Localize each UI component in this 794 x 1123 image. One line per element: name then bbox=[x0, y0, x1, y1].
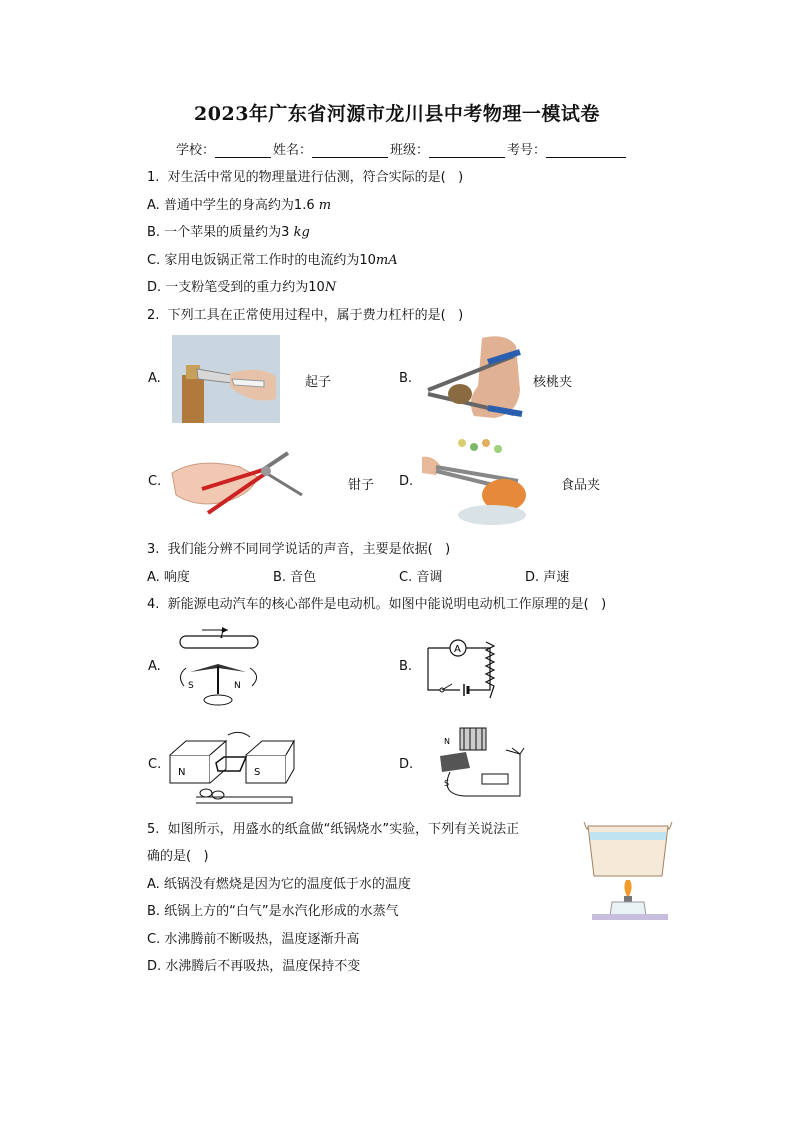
fig-a-s-label: S bbox=[188, 681, 194, 691]
q4-stem: 4. 新能源电动汽车的核心部件是电动机。如图中能说明电动机工作原理的是( ) bbox=[147, 597, 607, 612]
q1-option-a-text: A. 普通中学生的身高约为1.6 bbox=[147, 198, 319, 213]
q1-option-c bbox=[147, 249, 398, 268]
q3-option-b: B. 音色 bbox=[273, 570, 317, 585]
q2-stem: 2. 下列工具在正常使用过程中，属于费力杠杆的是( ) bbox=[147, 308, 464, 323]
q2-option-a-name: 起子 bbox=[305, 375, 332, 390]
q5-option-b: B. 纸锅上方的“白气”是水汽化形成的水蒸气 bbox=[147, 904, 399, 919]
name-blank bbox=[312, 144, 388, 158]
electromagnet-circuit-figure bbox=[424, 632, 504, 702]
q1-stem: 1. 对生活中常见的物理量进行估测，符合实际的是( ) bbox=[147, 170, 464, 185]
q3-option-c: C. 音调 bbox=[399, 570, 443, 585]
q5-stem-line-2: 确的是( ) bbox=[147, 849, 209, 864]
fig-b-meter-label: A bbox=[454, 644, 461, 655]
q4-option-b-label: B. bbox=[399, 659, 413, 674]
q5-stem-line-1: 5. 如图所示，用盛水的纸盒做“纸锅烧水”实验，下列有关说法正 bbox=[147, 822, 520, 837]
q2-option-c-label: C. bbox=[148, 474, 162, 489]
q4-option-d-label: D. bbox=[399, 757, 414, 772]
bottle-opener-image bbox=[172, 335, 280, 423]
school-blank bbox=[215, 144, 271, 158]
q2-option-a-label: A. bbox=[148, 371, 161, 386]
q1-option-d bbox=[147, 276, 336, 295]
number-label: 考号： bbox=[507, 143, 547, 158]
pliers-image bbox=[168, 443, 308, 519]
q3-option-a: A. 响度 bbox=[147, 570, 190, 585]
q4-option-a-label: A. bbox=[148, 659, 161, 674]
fig-c-s-label: S bbox=[254, 767, 261, 778]
q3-option-d: D. 声速 bbox=[525, 570, 570, 585]
fig-d-n-label: N bbox=[444, 737, 450, 746]
q5-option-a: A. 纸锅没有燃烧是因为它的温度低于水的温度 bbox=[147, 877, 411, 892]
nutcracker-image bbox=[422, 330, 530, 422]
name-label: 姓名： bbox=[273, 143, 313, 158]
q2-option-d-label: D. bbox=[399, 474, 414, 489]
q3-stem: 3. 我们能分辨不同同学说话的声音，主要是依据( ) bbox=[147, 542, 451, 557]
motor-principle-figure bbox=[166, 727, 296, 807]
q1-option-c-unit: mA bbox=[375, 253, 398, 268]
q4-option-c-label: C. bbox=[148, 757, 162, 772]
school-label: 学校： bbox=[176, 143, 216, 158]
q5-option-c: C. 水沸腾前不断吸热，温度逐渐升高 bbox=[147, 932, 360, 947]
q1-option-b-unit: kg bbox=[293, 225, 310, 240]
oersted-experiment-figure bbox=[172, 622, 264, 712]
q2-option-c-name: 钳子 bbox=[348, 478, 375, 493]
paper-pot-boiling-figure bbox=[582, 818, 674, 920]
q1-option-b-text: B. 一个苹果的质量约为3 bbox=[147, 225, 294, 240]
q2-option-d-name: 食品夹 bbox=[561, 478, 601, 493]
class-blank bbox=[429, 144, 505, 158]
q1-option-c-text: C. 家用电饭锅正常工作时的电流约为10 bbox=[147, 253, 376, 268]
exam-title: 2023年广东省河源市龙川县中考物理一模试卷 bbox=[194, 103, 600, 125]
food-tongs-image bbox=[422, 435, 534, 527]
number-blank bbox=[546, 144, 626, 158]
class-label: 班级： bbox=[390, 143, 430, 158]
q1-option-d-text: D. 一支粉笔受到的重力约为10 bbox=[147, 280, 325, 295]
fig-d-s-label: S bbox=[444, 779, 450, 788]
q1-option-a bbox=[147, 194, 331, 213]
fig-a-current-label: I bbox=[220, 630, 224, 641]
student-info-row bbox=[176, 139, 628, 158]
fig-c-n-label: N bbox=[178, 767, 186, 778]
q1-option-b bbox=[147, 221, 310, 240]
fig-a-n-label: N bbox=[234, 681, 241, 691]
q1-option-d-unit: N bbox=[324, 280, 337, 295]
q2-option-b-name: 核桃夹 bbox=[533, 375, 573, 390]
q1-option-a-unit: m bbox=[318, 198, 332, 213]
electromagnetic-relay-figure bbox=[420, 724, 530, 804]
q2-option-b-label: B. bbox=[399, 371, 413, 386]
q5-option-d: D. 水沸腾后不再吸热，温度保持不变 bbox=[147, 959, 361, 974]
